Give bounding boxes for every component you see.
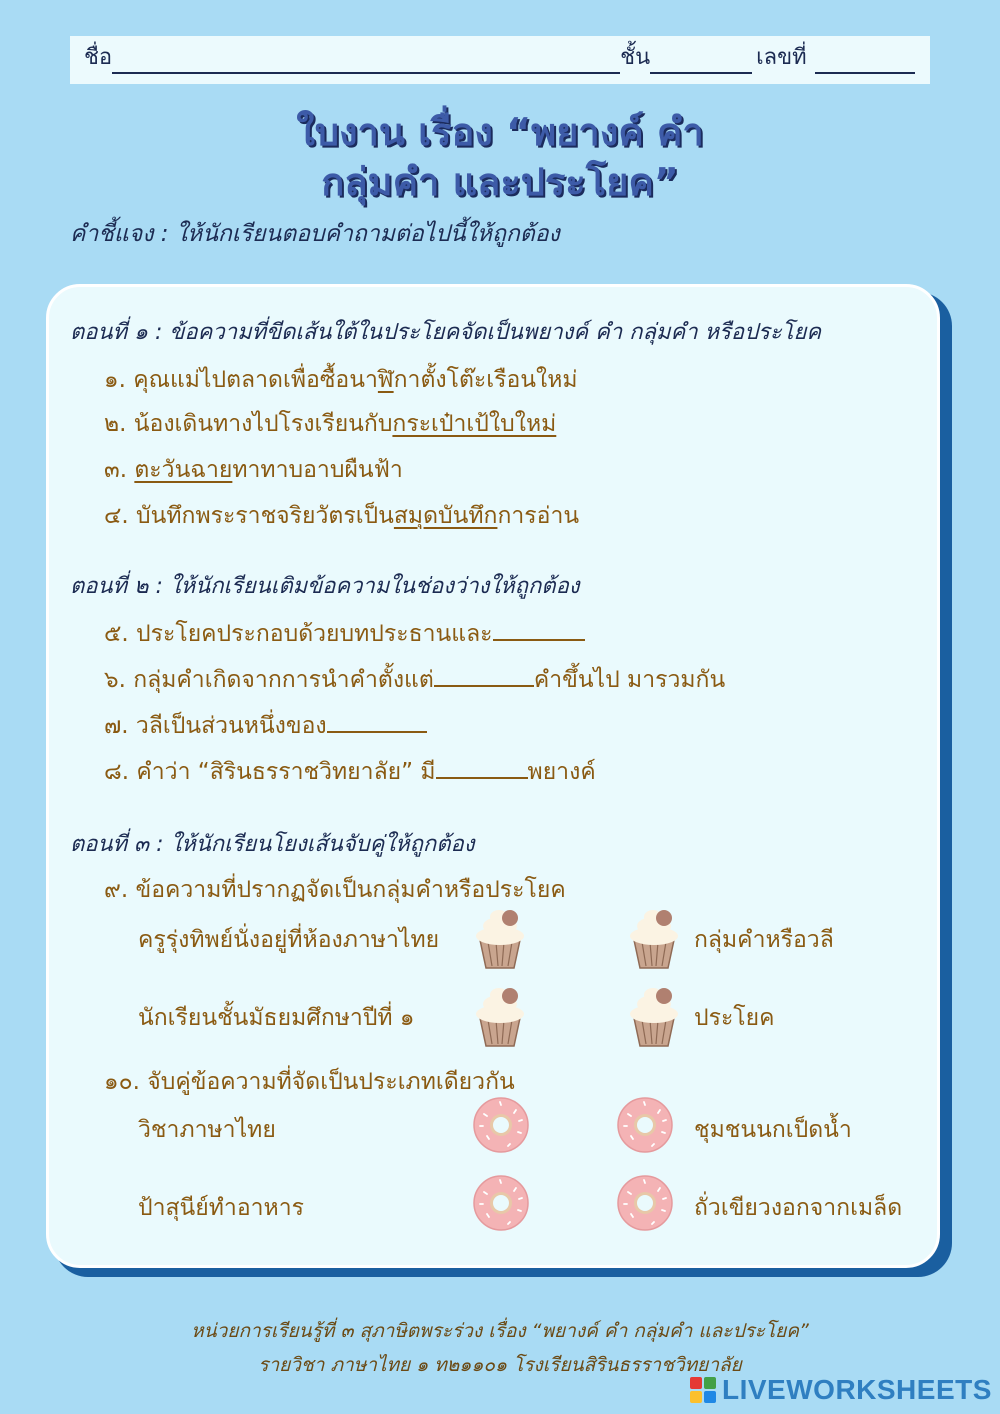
name-label: ชื่อ <box>84 45 113 70</box>
q5-text-pre: ๕. ประโยคประกอบด้วยบทประธานและ <box>104 621 493 647</box>
question-3 <box>104 452 403 488</box>
q7-answer-blank[interactable] <box>327 711 427 733</box>
footer-line2: รายวิชา ภาษาไทย ๑ ท๒๑๑๐๑ โรงเรียนสิรินธรราชวิทยาลัย <box>258 1354 742 1376</box>
question-10: ๑๐. จับคู่ข้อความที่จัดเป็นประเภทเดียวกัน <box>104 1069 515 1095</box>
q10-right-item-2: ถั่วเขียวงอกจากเมล็ด <box>694 1195 903 1221</box>
liveworksheets-brand <box>690 1374 992 1406</box>
q6-text-pre: ๖. กลุ่มคำเกิดจากการนำคำตั้งแต่ <box>104 667 434 693</box>
q1-text-post: กาตั้งโต๊ะเรือนใหม่ <box>393 367 578 393</box>
q6-answer-blank[interactable] <box>434 665 534 687</box>
question-6 <box>104 662 725 698</box>
page-title-line2: กลุ่มคำ และประโยค” <box>321 160 679 204</box>
q4-text-pre: ๔. บันทึกพระราชจริยวัตรเป็น <box>104 503 394 529</box>
instruction-text: คำชี้แจง : ให้นักเรียนตอบคำถามต่อไปนี้ให้ถูกต้อง <box>70 221 560 247</box>
cupcake-icon[interactable] <box>624 982 684 1048</box>
footer-line1: หน่วยการเรียนรู้ที่ ๓ สุภาษิตพระร่วง เรื่อง “พยางค์ คำ กลุ่มคำ และประโยค” <box>191 1320 809 1342</box>
cupcake-icon[interactable] <box>624 904 684 970</box>
donut-icon[interactable] <box>472 1174 530 1232</box>
cupcake-icon[interactable] <box>470 904 530 970</box>
part2-heading: ตอนที่ ๒ : ให้นักเรียนเติมข้อความในช่องว่างให้ถูกต้อง <box>70 574 580 599</box>
q9-right-item-1: กลุ่มคำหรือวลี <box>694 927 834 953</box>
q10-left-item-2: ป้าสุนีย์ทำอาหาร <box>138 1195 304 1221</box>
q9-left-item-2: นักเรียนชั้นมัธยมศึกษาปีที่ ๑ <box>138 1005 415 1031</box>
q2-text-pre: ๒. น้องเดินทางไปโรงเรียนกับ <box>104 411 393 437</box>
q1-text-pre: ๑. คุณแม่ไปตลาดเพื่อซื้อนา <box>104 367 378 393</box>
question-8 <box>104 754 596 790</box>
q3-text-post: ทาทาบอาบผืนฟ้า <box>232 457 403 483</box>
donut-icon[interactable] <box>616 1174 674 1232</box>
q10-right-item-1: ชุมชนนกเป็ดน้ำ <box>694 1117 852 1143</box>
q8-answer-blank[interactable] <box>436 757 528 779</box>
donut-icon[interactable] <box>616 1096 674 1154</box>
donut-icon[interactable] <box>472 1096 530 1154</box>
class-field[interactable] <box>650 48 752 74</box>
q3-text-pre: ๓. <box>104 457 135 483</box>
q9-right-item-2: ประโยค <box>694 1005 775 1031</box>
logo-square-v <box>690 1391 702 1403</box>
q9-left-item-1: ครูรุ่งทิพย์นั่งอยู่ที่ห้องภาษาไทย <box>138 927 440 953</box>
logo-square-i <box>704 1377 716 1389</box>
q5-answer-blank[interactable] <box>493 619 585 641</box>
question-5 <box>104 616 585 652</box>
question-2 <box>104 406 556 442</box>
liveworksheets-logo-icon <box>690 1377 716 1403</box>
part3-heading: ตอนที่ ๓ : ให้นักเรียนโยงเส้นจับคู่ให้ถูกต้อง <box>70 832 475 857</box>
part1-heading: ตอนที่ ๑ : ข้อความที่ขีดเส้นใต้ในประโยคจัดเป็นพยางค์ คำ กลุ่มคำ หรือประโยค <box>70 320 822 345</box>
question-1 <box>104 362 578 398</box>
logo-square-e <box>704 1391 716 1403</box>
q8-text-pre: ๘. คำว่า “สิรินธรราชวิทยาลัย” มี <box>104 759 436 785</box>
question-7 <box>104 708 427 744</box>
logo-square-l <box>690 1377 702 1389</box>
liveworksheets-text: LIVEWORKSHEETS <box>722 1374 992 1405</box>
q4-text-post: การอ่าน <box>497 503 580 529</box>
q4-underlined: สมุดบันทึก <box>393 503 498 529</box>
q3-underlined: ตะวันฉาย <box>134 457 233 483</box>
question-4 <box>104 498 579 534</box>
question-9: ๙. ข้อความที่ปรากฏจัดเป็นกลุ่มคำหรือประโยค <box>104 877 566 903</box>
page-title-line1: ใบงาน เรื่อง “พยางค์ คำ <box>296 110 704 154</box>
cupcake-icon[interactable] <box>470 982 530 1048</box>
q10-left-item-1: วิชาภาษาไทย <box>138 1117 276 1143</box>
q7-text-pre: ๗. วลีเป็นส่วนหนึ่งของ <box>104 713 327 739</box>
number-field[interactable] <box>815 48 915 74</box>
q8-text-post: พยางค์ <box>527 759 596 785</box>
q1-underlined: ฬิ <box>377 367 394 393</box>
number-label: เลขที่ <box>756 45 807 70</box>
student-info-bar <box>70 36 930 84</box>
q2-underlined: กระเป๋าเป้ใบใหม่ <box>392 411 557 437</box>
class-label: ชั้น <box>620 45 651 70</box>
q6-text-post: คำขึ้นไป มารวมกัน <box>533 667 726 693</box>
name-field[interactable] <box>112 48 620 74</box>
